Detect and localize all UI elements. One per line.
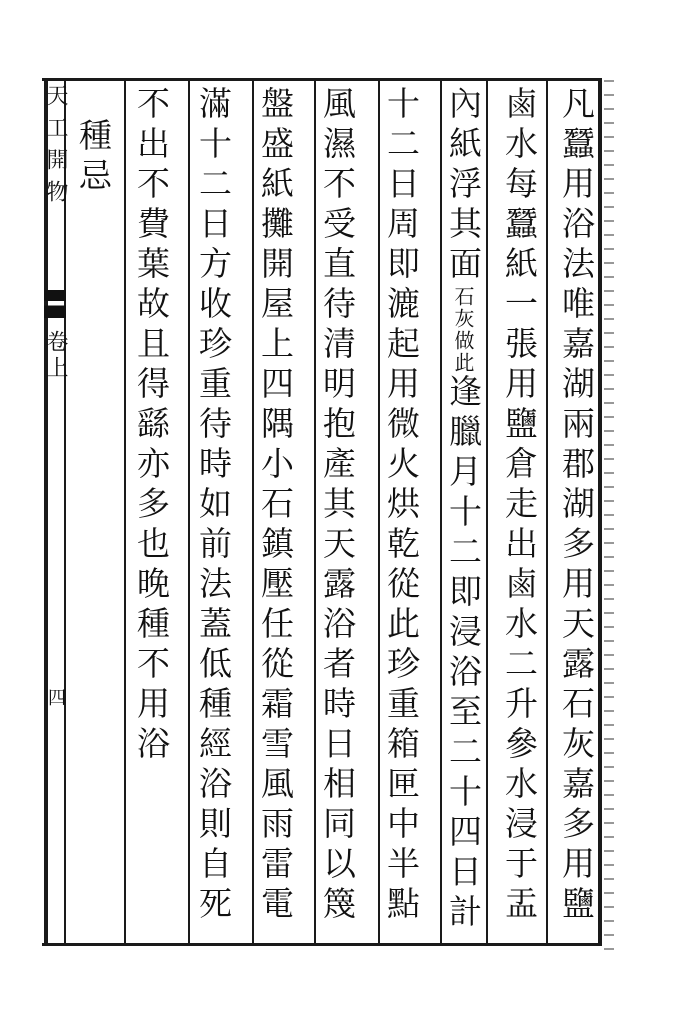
text-column-6: 盤盛紙攤開屋上四隅小石鎮壓任從霜雪風雨雷電 xyxy=(256,86,295,926)
fish-tail-mark xyxy=(44,290,66,318)
page-number: 四 xyxy=(45,688,66,706)
border-rule-top xyxy=(42,78,602,81)
note-right: 石灰 xyxy=(451,286,475,330)
right-edge xyxy=(604,80,614,960)
text-column-4: 十二日周即漉起用微火烘乾從此珍重箱匣中半點 xyxy=(382,86,421,926)
column-rule xyxy=(546,78,548,946)
border-rule-bottom xyxy=(42,943,602,946)
text-column-5: 風濕不受直待清明抱產其天露浴者時日相同以篾 xyxy=(318,86,357,926)
book-title: 天工開物 xyxy=(43,84,68,212)
text-column-8: 不出不費葉故且得繇亦多也晚種不用浴 xyxy=(132,86,171,766)
column-rule xyxy=(486,78,488,946)
text-column-3 xyxy=(440,86,486,934)
column-3-main-start: 內紙浮其面 xyxy=(444,86,483,286)
volume-label: 卷上 xyxy=(43,330,68,382)
section-heading: 種忌 xyxy=(74,118,113,198)
text-column-7: 滿十二日方收珍重待時如前法蓋低種經浴則自死 xyxy=(194,86,233,926)
text-column-1: 凡蠶用浴法唯嘉湖兩郡湖多用天露石灰嘉多用鹽 xyxy=(557,86,596,926)
interlinear-note xyxy=(451,286,475,374)
column-3-main-end: 逢臘月十二即浸浴至二十四日計 xyxy=(444,374,483,934)
note-left: 做此 xyxy=(451,330,475,374)
text-column-2: 鹵水每蠶紙一張用鹽倉走出鹵水二升參水浸于盂 xyxy=(500,86,539,926)
column-rule xyxy=(124,78,126,946)
